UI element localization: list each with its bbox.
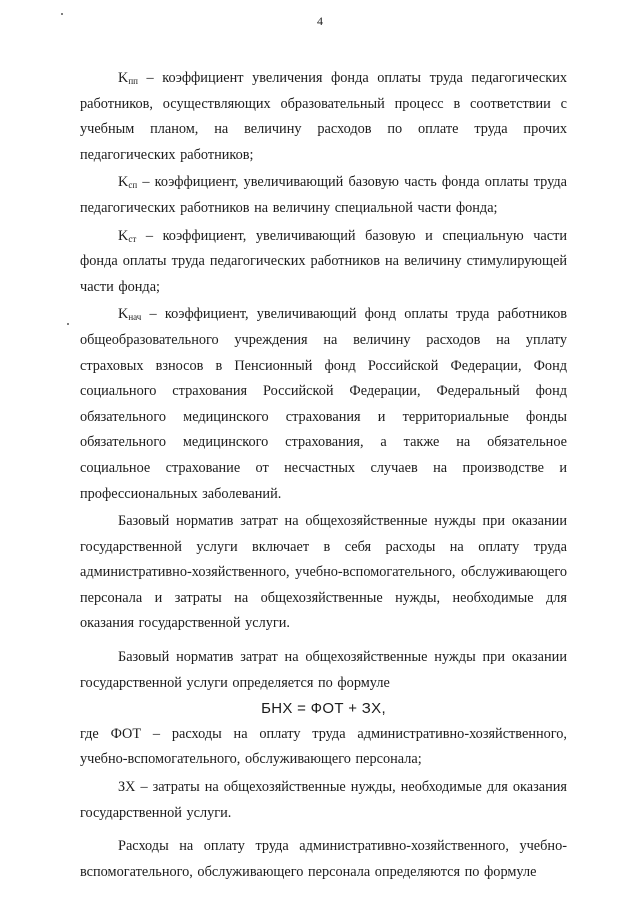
document-body	[80, 66, 567, 885]
base-norm-paragraph: Базовый норматив затрат на общехозяйственные нужды при оказании государственной услуги включает в себя расходы на оплату труда административно-хозяйственного, учебно-вспомогательного, обслуживающего персонала и затраты на общехозяйственные нужды, необходимые для оказания государственной услуги.	[80, 513, 567, 632]
definition-k-nach: $K_{нач}$ – коэффициент, увеличивающий фонд оплаты труда работников общеобразовательного учреждения на величину расходов на уплату страховых взносов в Пенсионный фонд Российской Федерации, Фонд социального страхования Российской Федерации, Федеральный фонд обязательного медицинского страхования и территориальные фонды обязательного медицинского страхования, а также на обязательное социальное страхование от несчастных случаев на производстве и профессиональных заболеваний.	[80, 306, 567, 502]
salary-costs-paragraph: Расходы на оплату труда административно-хозяйственного, учебно-вспомогательного, обслуживающего персонала определяются по формуле	[80, 838, 567, 880]
definition-k-st: $K_{ст}$ – коэффициент, увеличивающий базовую и специальную части фонда оплаты труда педагогических работников на величину стимулирующей части фонда;	[80, 227, 567, 295]
where-zx-paragraph: ЗХ – затраты на общехозяйственные нужды, необходимые для оказания государственной услуги.	[80, 779, 567, 821]
definition-k-sp: $K_{сп}$ – коэффициент, увеличивающий базовую часть фонда оплаты труда педагогических работников на величину специальной части фонда;	[80, 174, 567, 216]
scan-speck	[67, 323, 69, 325]
page-number: 4	[317, 14, 323, 28]
formula-intro-paragraph: Базовый норматив затрат на общехозяйственные нужды при оказании государственной услуги определяется по формуле	[80, 649, 567, 691]
where-fot-paragraph: где ФОТ – расходы на оплату труда административно-хозяйственного, учебно-вспомогательного, обслуживающего персонала;	[80, 725, 567, 768]
formula-bnh: БНХ = ФОТ + ЗХ,	[261, 700, 386, 718]
definition-k-pp: $K_{пп}$ – коэффициент увеличения фонда оплаты труда педагогических работников, осуществляющих образовательный процесс в соответствии с учебным планом, на величину расходов по оплате труда прочих педагогических работников;	[80, 70, 567, 163]
